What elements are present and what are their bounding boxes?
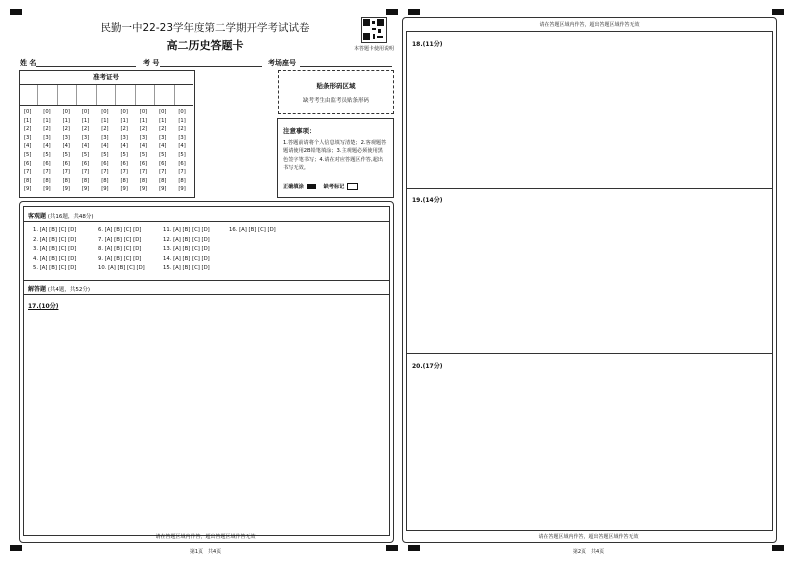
answer-area-page1	[19, 201, 394, 543]
divider	[23, 294, 389, 295]
registration-mark	[772, 9, 784, 15]
question-19-box[interactable]	[406, 188, 773, 354]
name-field[interactable]	[36, 66, 136, 67]
mc-question-item[interactable]: 9. [A] [B] [C] [D]	[98, 255, 142, 262]
seat-field[interactable]	[160, 66, 262, 67]
answer-sheet-title: 高二历史答题卡	[166, 39, 244, 52]
essay-section-title: 解答题	[28, 286, 47, 293]
admission-digit-column[interactable]: [0] [1] [2] [3] [4] [5] [6] [7] [8] [9]	[24, 109, 32, 193]
answer-area-page2	[402, 17, 777, 543]
question-18-label: 18.(11分)	[412, 41, 443, 48]
question-20-label: 20.(17分)	[412, 363, 443, 370]
admission-number-title: 准考证号	[19, 70, 193, 85]
barcode-area	[278, 70, 394, 114]
mc-question-item[interactable]: 3. [A] [B] [C] [D]	[33, 246, 77, 252]
admission-digit-column[interactable]: [0] [1] [2] [3] [4] [5] [6] [7] [8] [9]	[43, 109, 51, 193]
mc-question-item[interactable]: 6. [A] [B] [C] [D]	[98, 227, 142, 233]
mc-section-title: 客观题	[28, 213, 47, 220]
room-field[interactable]	[300, 66, 392, 67]
exam-title: 民勤一中22-23学年度第二学期开学考试试卷	[100, 22, 310, 34]
seat-label: 考 号	[143, 59, 160, 67]
mc-question-item[interactable]: 16. [A] [B] [C] [D]	[229, 227, 276, 233]
mc-question-item[interactable]: 1. [A] [B] [C] [D]	[33, 227, 77, 233]
admission-digit-column[interactable]: [0] [1] [2] [3] [4] [5] [6] [7] [8] [9]	[101, 109, 109, 193]
essay-section-desc: (共4题，共52分)	[47, 287, 91, 293]
barcode-area-title: 贴条形码区域	[316, 82, 356, 90]
admission-digit-column[interactable]: [0] [1] [2] [3] [4] [5] [6] [7] [8] [9]	[120, 109, 128, 193]
admission-number-write-row[interactable]	[19, 85, 193, 106]
question-20-box[interactable]	[406, 353, 773, 531]
name-label: 姓 名	[20, 59, 37, 67]
mc-question-item[interactable]: 11. [A] [B] [C] [D]	[163, 227, 210, 233]
registration-mark	[10, 9, 22, 15]
instructions-text: 1.答题前请将个人信息填写清楚；2.客观题答题请使用2B铅笔填涂；3.主观题必须使用黑色签字笔书写；4.请在对应答题区作答,超出书写无效。	[283, 140, 387, 172]
essay-section-header	[28, 284, 401, 293]
page1-number: 第1页 共4页	[189, 549, 222, 555]
divider	[23, 280, 389, 281]
barcode-area-note: 缺考考生由监考员贴条形码	[302, 98, 369, 104]
mc-question-item[interactable]: 8. [A] [B] [C] [D]	[98, 246, 142, 252]
page2-header-note: 请在答题区域内作答，超出答题区域作答无效	[539, 22, 640, 28]
admission-digit-column[interactable]: [0] [1] [2] [3] [4] [5] [6] [7] [8] [9]	[81, 109, 90, 193]
page2-number: 第2页 共4页	[572, 549, 605, 555]
registration-mark	[408, 9, 420, 15]
question-18-box[interactable]	[406, 31, 773, 189]
mc-question-item[interactable]: 12. [A] [B] [C] [D]	[163, 236, 210, 243]
admission-digit-column[interactable]: [0] [1] [2] [3] [4] [5] [6] [7] [8] [9]	[139, 109, 148, 193]
mc-question-item[interactable]: 4. [A] [B] [C] [D]	[33, 255, 77, 262]
fill-legend	[283, 183, 358, 190]
legend-correct-label: 正确填涂	[283, 184, 304, 190]
mc-question-item[interactable]: 2. [A] [B] [C] [D]	[33, 236, 77, 243]
room-label: 考场座号	[268, 59, 296, 67]
qr-code-caption: 本答题卡使用说明	[353, 46, 394, 52]
mc-question-item[interactable]: 5. [A] [B] [C] [D]	[33, 265, 77, 271]
filled-mark-icon	[307, 184, 316, 189]
page1-footer-note: 请在答题区域内作答，超出答题区域作答无效	[155, 534, 256, 540]
mc-question-item[interactable]: 7. [A] [B] [C] [D]	[98, 236, 142, 243]
question-17-label: 17.(10分)	[28, 303, 59, 310]
absent-mark-box[interactable]	[347, 183, 358, 190]
mc-section-desc: (共16题，共48分)	[47, 214, 94, 220]
instructions-box	[277, 118, 394, 198]
registration-mark	[386, 9, 398, 15]
page2-footer-note: 请在答题区域内作答，超出答题区域作答无效	[538, 534, 639, 540]
mc-section-header	[28, 211, 401, 220]
mc-question-item[interactable]: 10. [A] [B] [C] [D]	[98, 265, 145, 271]
legend-absent-label: 缺考标记	[323, 184, 345, 190]
instructions-heading: 注意事项：	[283, 127, 316, 135]
divider	[23, 221, 389, 222]
mc-question-item[interactable]: 14. [A] [B] [C] [D]	[163, 255, 210, 262]
question-17-answer-area[interactable]	[28, 314, 383, 529]
qr-code-icon	[361, 17, 387, 43]
mc-question-item[interactable]: 13. [A] [B] [C] [D]	[163, 246, 210, 252]
mc-question-item[interactable]: 15. [A] [B] [C] [D]	[163, 265, 210, 271]
admission-digit-column[interactable]: [0] [1] [2] [3] [4] [5] [6] [7] [8] [9]	[62, 109, 70, 193]
admission-digit-column[interactable]: [0] [1] [2] [3] [4] [5] [6] [7] [8] [9]	[178, 109, 186, 193]
admission-digit-column[interactable]: [0] [1] [2] [3] [4] [5] [6] [7] [8] [9]	[159, 109, 167, 193]
question-19-label: 19.(14分)	[412, 197, 443, 204]
